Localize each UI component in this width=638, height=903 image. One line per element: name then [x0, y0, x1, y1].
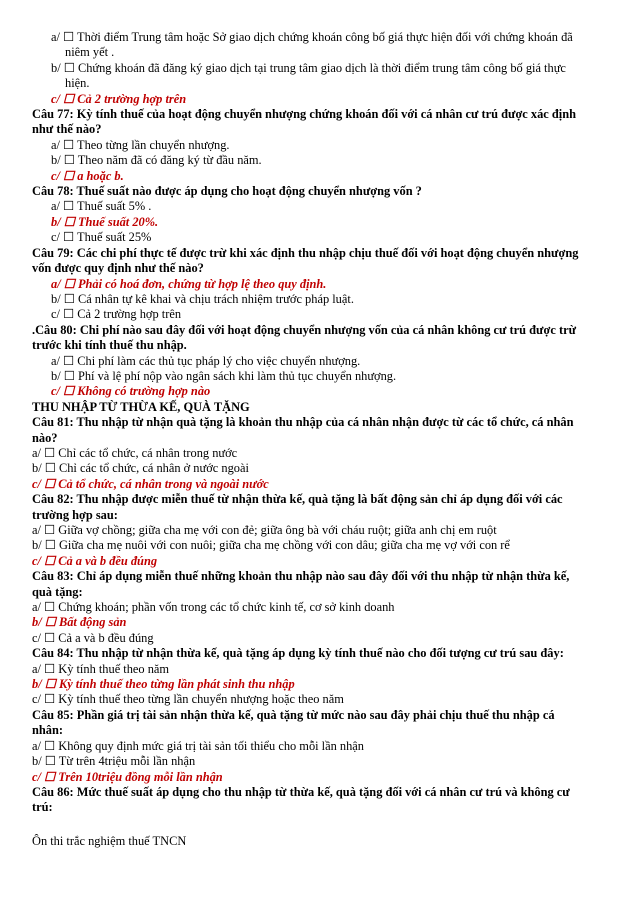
answer-option: a/ ☐ Chi phí làm các thủ tục pháp lý cho việc chuyển nhượng. — [51, 353, 361, 368]
answer-option: a/ ☐ Thuế suất 5% . — [51, 199, 152, 214]
answer-option-correct: b/ ☐ Kỳ tính thuế theo từng lần phát sinh thu nhập — [32, 677, 295, 692]
answer-option-correct: c/ ☐ Không có trường hợp nào — [51, 384, 211, 399]
question-line: Câu 85: Phần giá trị tài sản nhận thừa kế, quà tặng từ mức nào sau đây phải chịu thuế thu nhập cá — [32, 707, 555, 722]
answer-option-correct: c/ ☐ Cả tổ chức, cá nhân trong và ngoài nước — [32, 476, 269, 491]
answer-option: niêm yết . — [65, 45, 115, 60]
answer-option: c/ ☐ Thuế suất 25% — [51, 230, 152, 245]
answer-option: b/ ☐ Giữa cha mẹ nuôi với con nuôi; giữa cha mẹ chồng với con dâu; giữa cha mẹ vợ với con rể — [32, 538, 510, 553]
question-line: nào? — [32, 430, 58, 445]
answer-option-correct: c/ ☐ a hoặc b. — [51, 168, 124, 183]
answer-option-correct: b/ ☐ Bất động sản — [32, 615, 127, 630]
answer-option: a/ ☐ Kỳ tính thuế theo năm — [32, 661, 170, 676]
document-page — [0, 30, 638, 849]
page-footer: Ôn thi trắc nghiệm thuế TNCN — [32, 833, 187, 848]
answer-option: a/ ☐ Giữa vợ chồng; giữa cha mẹ với con đẻ; giữa ông bà với cháu ruột; giữa anh chị em ruột — [32, 523, 497, 537]
answer-option: b/ ☐ Chỉ các tổ chức, cá nhân ở nước ngoài — [32, 461, 249, 476]
question-line: Câu 78: Thuế suất nào được áp dụng cho hoạt động chuyển nhượng vốn ? — [32, 184, 422, 199]
answer-option-correct: b/ ☐ Thuế suất 20%. — [51, 214, 159, 229]
question-line: Câu 84: Thu nhập từ nhận thừa kế, quà tặng áp dụng kỳ tính thuế nào cho đối tượng cư trú sau đây: — [32, 646, 564, 661]
question-line: Câu 77: Kỳ tính thuế của hoạt động chuyển nhượng chứng khoán đối với cá nhân cư trú được xác định — [32, 107, 577, 122]
document-body — [0, 30, 638, 816]
question-line: Câu 79: Các chi phí thực tế được trừ khi xác định thu nhập chịu thuế đối với hoạt động chuyển nhượng — [32, 245, 579, 260]
section-heading: THU NHẬP TỪ THỪA KẾ, QUÀ TẶNG — [32, 399, 250, 414]
question-line: vốn được quy định như thế nào? — [32, 261, 204, 276]
question-line: Câu 86: Mức thuế suất áp dụng cho thu nhập từ thừa kế, quà tặng đối với cá nhân cư trú và không cư — [32, 784, 570, 799]
answer-option-correct: a/ ☐ Phải có hoá đơn, chứng từ hợp lệ theo quy định. — [51, 276, 327, 291]
answer-option: a/ ☐ Chỉ các tổ chức, cá nhân trong nước — [32, 445, 238, 460]
question-line: trường hợp sau: — [32, 507, 118, 522]
question-line: .Câu 80: Chi phí nào sau đây đối với hoạt động chuyển nhượng vốn của cá nhân không cư trú được trừ — [32, 322, 577, 337]
answer-option: c/ ☐ Cả 2 trường hợp trên — [51, 307, 182, 322]
answer-option: c/ ☐ Cả a và b đều đúng — [32, 630, 154, 645]
question-line: nhân: — [32, 723, 63, 738]
answer-option: hiện. — [65, 76, 90, 91]
question-line: trước khi tính thuế thu nhập. — [32, 338, 187, 353]
question-line: quà tặng: — [32, 584, 83, 599]
question-line: Câu 81: Thu nhập từ nhận quà tặng là khoản thu nhập của cá nhân nhận được từ các tổ chức, cá nhân — [32, 415, 574, 430]
question-line: trú: — [32, 800, 53, 815]
question-line: như thế nào? — [32, 122, 102, 137]
answer-option: b/ ☐ Cá nhân tự kê khai và chịu trách nhiệm trước pháp luật. — [51, 291, 354, 306]
answer-option: a/ ☐ Không quy định mức giá trị tài sản tối thiểu cho mỗi lần nhận — [32, 738, 365, 753]
answer-option: b/ ☐ Chứng khoán đã đăng ký giao dịch tại trung tâm giao dịch là thời điểm trung tâm công bố giá thực — [51, 60, 566, 75]
question-line: Câu 82: Thu nhập được miễn thuế từ nhận thừa kế, quà tặng là bất động sản chỉ áp dụng đối với các — [32, 492, 563, 507]
question-line: Câu 83: Chỉ áp dụng miễn thuế những khoản thu nhập nào sau đây đối với thu nhập từ nhận thừa kế, — [32, 569, 570, 584]
answer-option: a/ ☐ Thời điểm Trung tâm hoặc Sở giao dịch chứng khoán công bố giá thực hiện đối với chứng khoán đã — [51, 30, 573, 44]
answer-option: a/ ☐ Theo từng lần chuyển nhượng. — [51, 137, 230, 152]
spacer — [0, 816, 638, 830]
answer-option: b/ ☐ Phí và lệ phí nộp vào ngân sách khi làm thủ tục chuyển nhượng. — [51, 368, 397, 383]
answer-option-correct: c/ ☐ Cả 2 trường hợp trên — [51, 91, 187, 106]
answer-option: a/ ☐ Chứng khoán; phần vốn trong các tổ chức kinh tế, cơ sở kinh doanh — [32, 600, 395, 615]
answer-option-correct: c/ ☐ Trên 10triệu đồng mỗi lần nhận — [32, 769, 223, 784]
answer-option-correct: c/ ☐ Cả a và b đều đúng — [32, 553, 158, 568]
answer-option: b/ ☐ Theo năm đã có đăng ký từ đầu năm. — [51, 153, 262, 168]
answer-option: c/ ☐ Kỳ tính thuế theo từng lần chuyển nhượng hoặc theo năm — [32, 692, 344, 707]
answer-option: b/ ☐ Từ trên 4triệu mỗi lần nhận — [32, 754, 196, 769]
